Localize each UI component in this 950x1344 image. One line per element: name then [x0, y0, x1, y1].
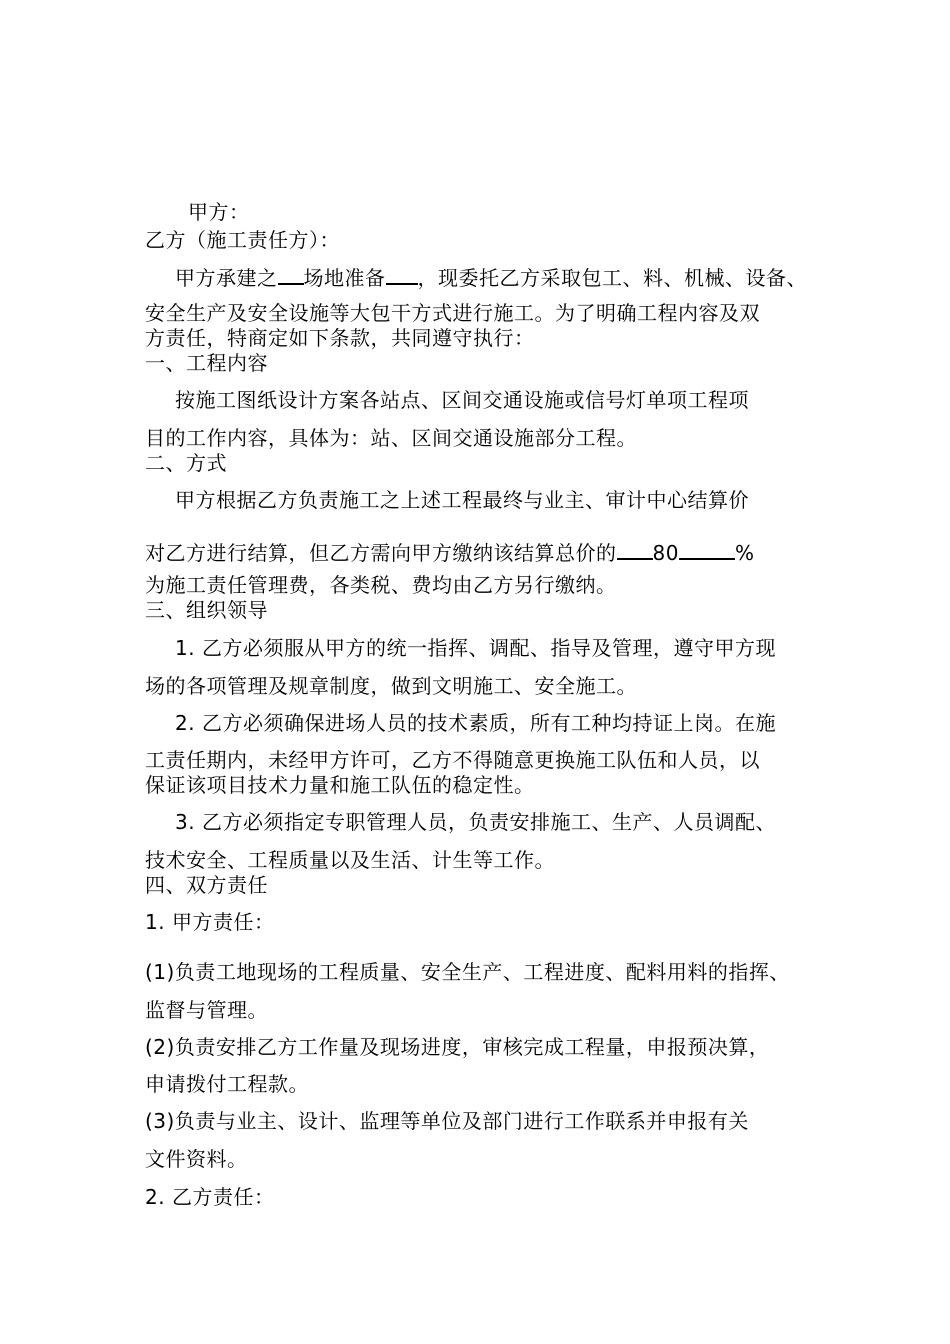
blank-underline — [679, 538, 735, 560]
blank-underline — [278, 263, 304, 285]
fee-percent-value: 80 — [652, 541, 679, 565]
section-3-item-2-line-3: 保证该项目技术力量和施工队伍的稳定性。 — [145, 773, 535, 797]
section-3-item-1-line-1: 1. 乙方必须服从甲方的统一指挥、调配、指导及管理，遵守甲方现 — [175, 636, 776, 660]
blank-underline — [617, 538, 653, 560]
section-3-item-2-line-2: 工责任期内，未经甲方许可，乙方不得随意更换施工队伍和人员，以 — [145, 748, 760, 772]
section-2-line-2: 对乙方进行结算，但乙方需向甲方缴纳该结算总价的 80 % — [145, 538, 754, 565]
section-3-item-3-line-1: 3. 乙方必须指定专职管理人员，负责安排施工、生产、人员调配、 — [175, 810, 776, 834]
section-1-heading: 一、工程内容 — [145, 351, 268, 375]
intro-line-1: 甲方承建之 场地准备 ，现委托乙方采取包工、料、机械、设备、 — [175, 263, 807, 290]
blank-underline — [386, 263, 418, 285]
party-a-duty-1-line-1: (1)负责工地现场的工程质量、安全生产、工程进度、配料用料的指挥、 — [145, 960, 790, 984]
party-a-duty-2-line-1: (2)负责安排乙方工作量及现场进度，审核完成工程量，申报预决算， — [145, 1035, 770, 1059]
party-a-label: 甲方： — [188, 200, 250, 224]
section-2-heading: 二、方式 — [145, 451, 227, 475]
party-b-duties-heading: 2. 乙方责任： — [145, 1185, 275, 1209]
party-a-duty-3-line-1: (3)负责与业主、设计、监理等单位及部门进行工作联系并申报有关 — [145, 1109, 749, 1133]
section-3-item-3-line-2: 技术安全、工程质量以及生活、计生等工作。 — [145, 848, 555, 872]
party-a-duty-1-line-2: 监督与管理。 — [145, 998, 268, 1022]
section-2-line-1: 甲方根据乙方负责施工之上述工程最终与业主、审计中心结算价 — [175, 488, 749, 512]
section-3-item-2-line-1: 2. 乙方必须确保进场人员的技术素质，所有工种均持证上岗。在施 — [175, 711, 776, 735]
section-4-heading: 四、双方责任 — [145, 873, 268, 897]
section-3-item-1-line-2: 场的各项管理及规章制度，做到文明施工、安全施工。 — [145, 674, 637, 698]
party-b-label: 乙方（施工责任方）： — [145, 228, 340, 252]
party-a-duty-2-line-2: 申请拨付工程款。 — [145, 1072, 309, 1096]
intro-line-3: 方责任，特商定如下条款，共同遵守执行： — [145, 326, 535, 350]
section-1-line-2: 目的工作内容，具体为：站、区间交通设施部分工程。 — [145, 426, 637, 450]
section-1-line-1: 按施工图纸设计方案各站点、区间交通设施或信号灯单项工程项 — [175, 388, 749, 412]
party-a-duties-heading: 1. 甲方责任： — [145, 910, 275, 934]
party-a-duty-3-line-2: 文件资料。 — [145, 1147, 248, 1171]
section-3-heading: 三、组织领导 — [145, 598, 268, 622]
intro-line-2: 安全生产及安全设施等大包干方式进行施工。为了明确工程内容及双 — [145, 301, 760, 325]
section-2-line-3: 为施工责任管理费，各类税、费均由乙方另行缴纳。 — [145, 573, 617, 597]
